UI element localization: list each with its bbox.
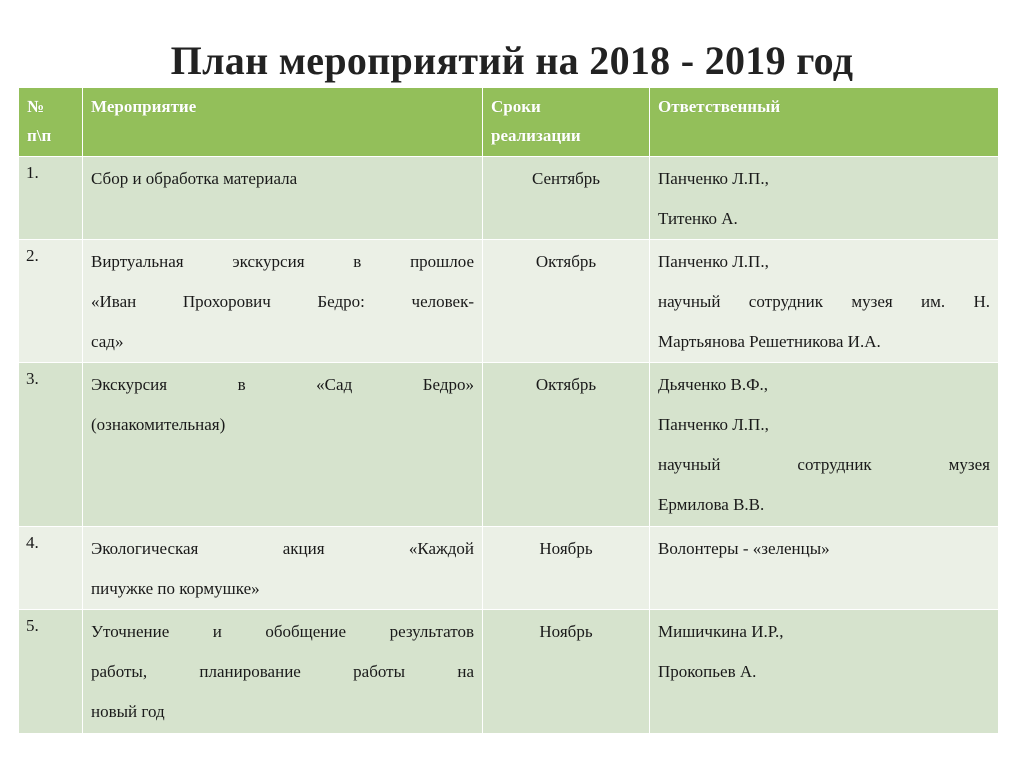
event-cell xyxy=(83,240,483,363)
header-number-line1: № xyxy=(27,97,45,116)
event-line: Сбор и обработка материала xyxy=(91,169,298,188)
event-line: Экскурсия в «Сад Бедро» xyxy=(91,375,474,394)
event-line: пичужке по кормушке» xyxy=(91,579,260,598)
event-line: «Иван Прохорович Бедро: человек- xyxy=(91,292,474,311)
header-number-line2: п\п xyxy=(27,126,52,145)
term-cell: Октябрь xyxy=(483,240,650,363)
responsible-cell xyxy=(650,363,999,527)
header-term-line1: Сроки xyxy=(491,97,541,116)
responsible-line: Дьяченко В.Ф., xyxy=(658,375,769,394)
events-plan-table xyxy=(18,87,999,734)
row-number: 2. xyxy=(19,240,83,363)
responsible-line: Панченко Л.П., xyxy=(658,169,769,188)
event-cell xyxy=(83,363,483,527)
responsible-line: Панченко Л.П., xyxy=(658,415,769,434)
row-number: 3. xyxy=(19,363,83,527)
header-term-line2: реализации xyxy=(491,126,581,145)
row-number: 5. xyxy=(19,610,83,734)
slide-title: План мероприятий на 2018 - 2019 год xyxy=(170,38,854,83)
row-number: 4. xyxy=(19,527,83,610)
event-cell xyxy=(83,157,483,240)
responsible-line: Ермилова В.В. xyxy=(658,495,765,514)
term-cell: Ноябрь xyxy=(483,527,650,610)
event-line: Уточнение и обобщение результатов xyxy=(91,622,474,641)
table-header-row xyxy=(19,88,999,157)
responsible-line: Панченко Л.П., xyxy=(658,252,769,271)
responsible-line: Прокопьев А. xyxy=(658,662,757,681)
term-cell: Ноябрь xyxy=(483,610,650,734)
table-row xyxy=(19,527,999,610)
event-cell xyxy=(83,610,483,734)
responsible-line: Волонтеры - «зеленцы» xyxy=(658,539,830,558)
event-line: (ознакомительная) xyxy=(91,415,226,434)
table-row xyxy=(19,240,999,363)
responsible-cell xyxy=(650,240,999,363)
term-cell: Сентябрь xyxy=(483,157,650,240)
event-line: сад» xyxy=(91,332,124,351)
responsible-line: научный сотрудник музея xyxy=(658,455,990,474)
event-cell xyxy=(83,527,483,610)
term-cell: Октябрь xyxy=(483,363,650,527)
header-term xyxy=(483,88,650,157)
table-row xyxy=(19,610,999,734)
row-number: 1. xyxy=(19,157,83,240)
event-line: Виртуальная экскурсия в прошлое xyxy=(91,252,474,271)
header-event: Мероприятие xyxy=(83,88,483,157)
responsible-line: Мишичкина И.Р., xyxy=(658,622,784,641)
responsible-line: Титенко А. xyxy=(658,209,738,228)
header-number xyxy=(19,88,83,157)
header-responsible: Ответственный xyxy=(650,88,999,157)
responsible-cell xyxy=(650,610,999,734)
table-row xyxy=(19,157,999,240)
event-line: работы, планирование работы на xyxy=(91,662,474,681)
responsible-cell xyxy=(650,157,999,240)
responsible-line: Мартьянова Решетникова И.А. xyxy=(658,332,881,351)
event-line: Экологическая акция «Каждой xyxy=(91,539,474,558)
table-row xyxy=(19,363,999,527)
responsible-cell xyxy=(650,527,999,610)
event-line: новый год xyxy=(91,702,165,721)
responsible-line: научный сотрудник музея им. Н. xyxy=(658,292,990,311)
